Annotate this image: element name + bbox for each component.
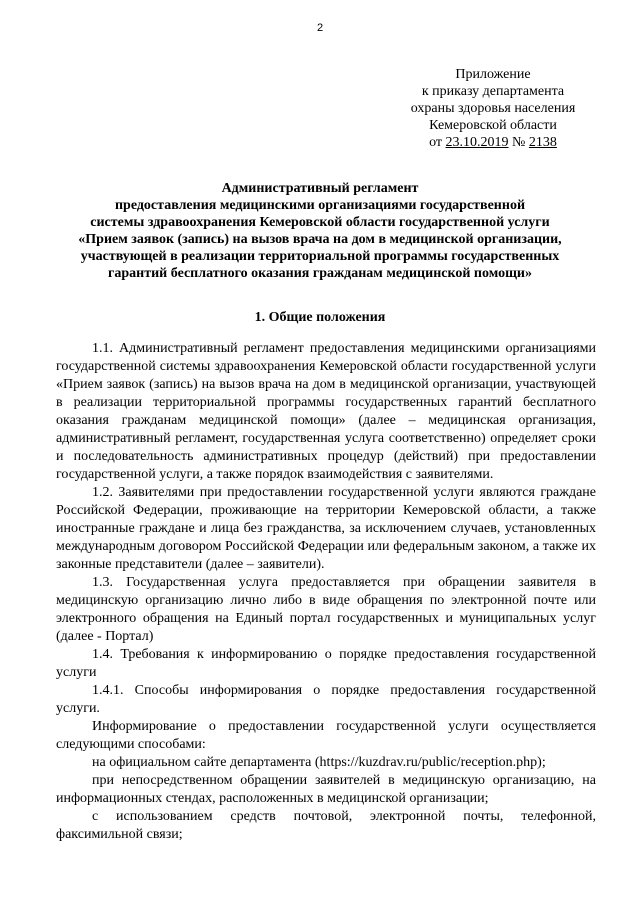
title-line: «Прием заявок (запись) на вызов врача на дом в медицинской организации, (78, 232, 562, 247)
approval-line: охраны здоровья населения (410, 101, 576, 116)
approval-date-line (398, 134, 588, 151)
section-heading: 1. Общие положения (254, 310, 386, 325)
paragraph: 1.3. Государственная услуга предоставляется при обращении заявителя в медицинскую организацию лично либо в виде обращения по электронной почте или электронного обращения на Единый портал государственных и муниципальных услуг (далее - Портал) (56, 575, 596, 644)
page-number: 2 (316, 22, 324, 34)
paragraph: с использованием средств почтовой, электронной почты, телефонной, факсимильной связи; (56, 809, 596, 842)
paragraph: при непосредственном обращении заявителей в медицинскую организацию, на информационных стендах, расположенных в медицинской организации; (56, 773, 596, 806)
paragraph: 1.4. Требования к информированию о порядке предоставления государственной услуги (56, 647, 596, 680)
paragraph: 1.2. Заявителями при предоставлении государственной услуги являются граждане Российской Федерации, проживающие на территории Кемеровской области, а также иностранные граждане и лица без гражданства, за исключением случаев, установленных международным договором Российской Федерации или федеральным законом, а также их законные представители (далее – заявители). (56, 485, 596, 572)
paragraph: 1.1. Административный регламент предоставления медицинскими организациями государственной системы здравоохранения Кемеровской области государственной услуги «Прием заявок (запись) на вызов врача на дом в медицинской организации, участвующей в реализации территориальной программы государственных гарантий бесплатного оказания гражданам медицинской помощи» (далее – медицинская организация, административный регламент, государственная услуга соответственно) определяет сроки и последовательность административных процедур (действий) при предоставлении государственной услуги, а также порядок взаимодействия с заявителями. (56, 341, 596, 482)
approval-line: к приказу департамента (421, 84, 565, 99)
approval-line: Кемеровской области (429, 118, 557, 133)
document-title (40, 180, 600, 282)
title-line: Административный регламент (221, 181, 419, 196)
paragraph: на официальном сайте департамента (https://kuzdrav.ru/public/reception.php); (92, 755, 546, 770)
order-number: 2138 (528, 135, 557, 150)
document-body (56, 340, 596, 844)
paragraph: 1.4.1. Способы информирования о порядке предоставления государственной услуги. (56, 683, 596, 716)
approval-line: Приложение (455, 67, 531, 82)
title-line: системы здравоохранения Кемеровской области государственной услуги (90, 215, 550, 230)
order-date: 23.10.2019 (445, 135, 509, 150)
date-prefix: от (429, 135, 446, 150)
number-prefix: № (508, 135, 529, 150)
approval-block (398, 66, 588, 151)
title-line: участвующей в реализации территориальной программы государственных (80, 249, 560, 264)
title-line: гарантий бесплатного оказания гражданам медицинской помощи» (108, 266, 532, 281)
title-line: предоставления медицинскими организациями государственной (114, 198, 526, 213)
paragraph: Информирование о предоставлении государственной услуги осуществляется следующими способами: (56, 719, 596, 752)
